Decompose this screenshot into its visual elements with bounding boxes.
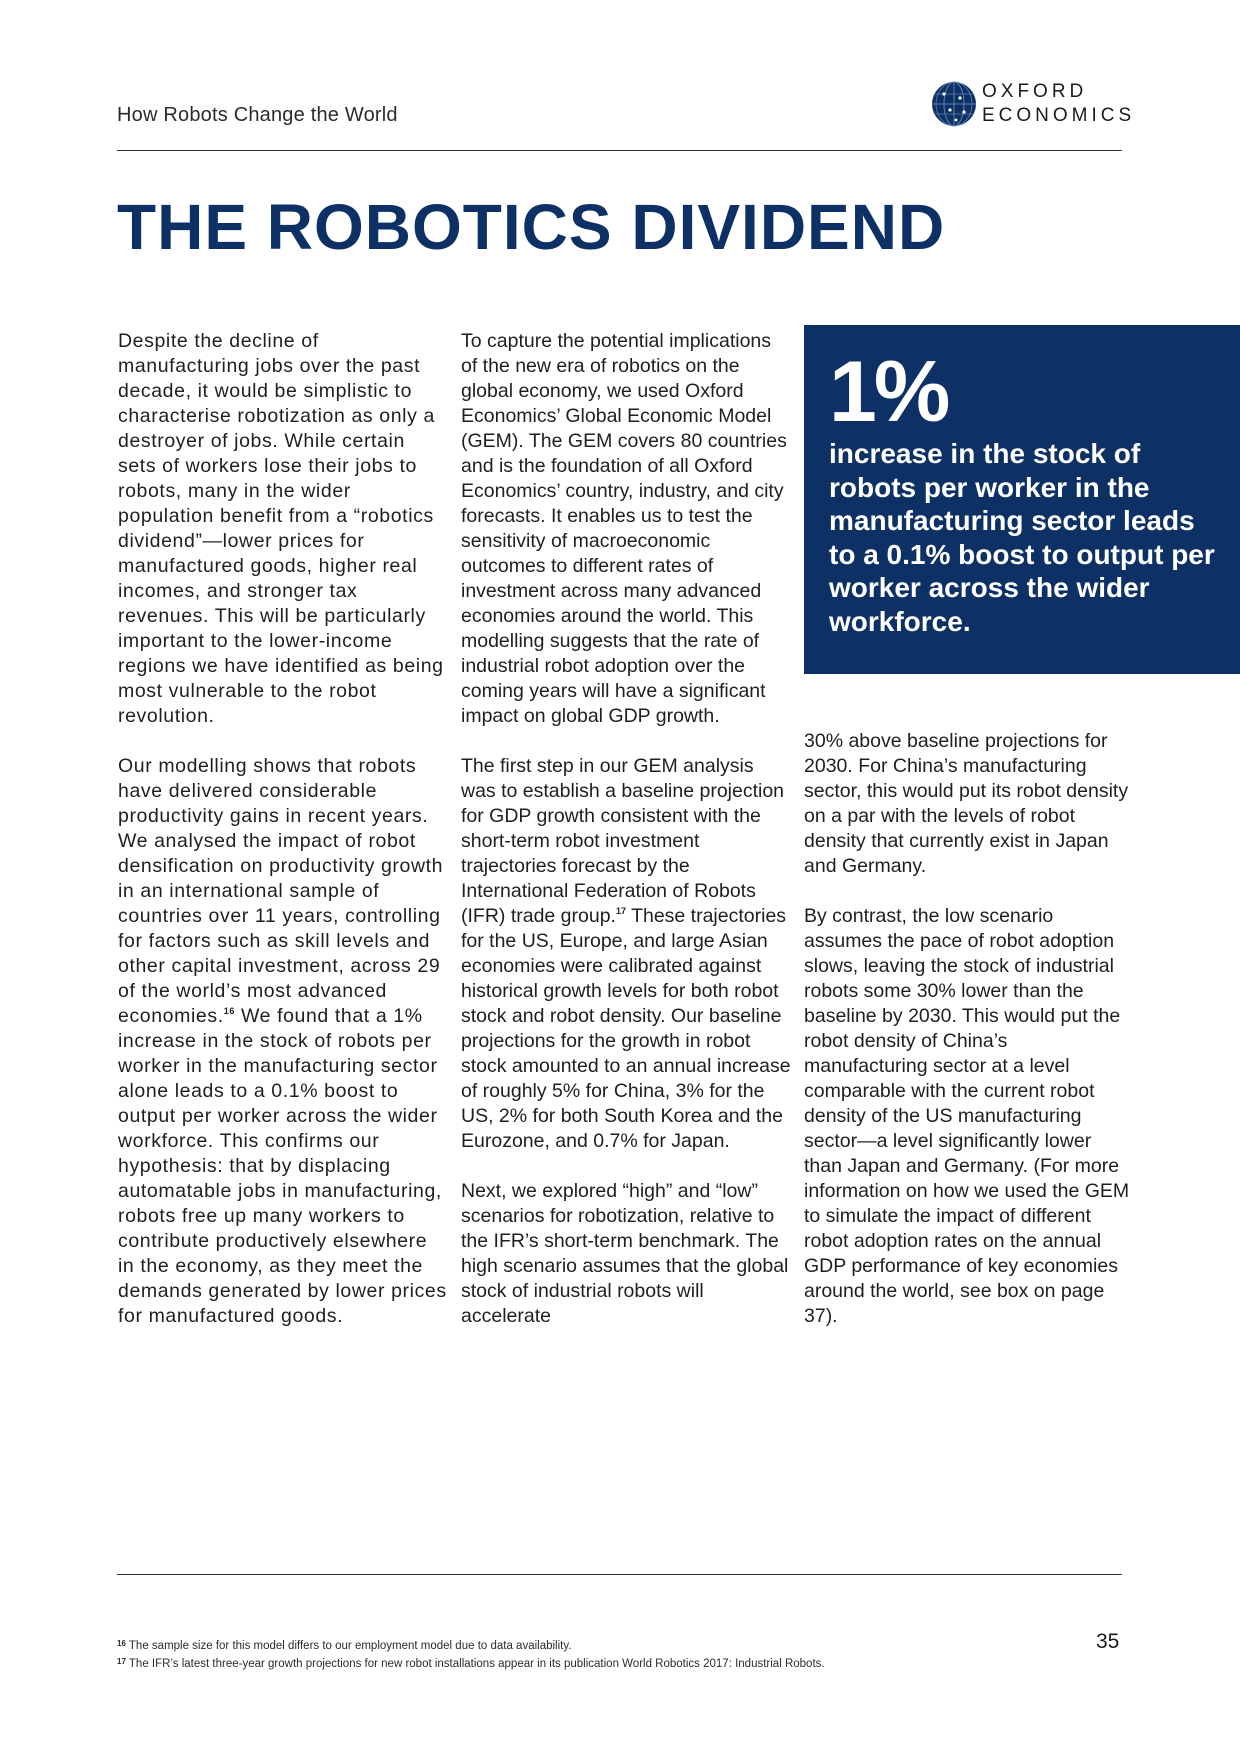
footer-divider	[117, 1574, 1122, 1575]
paragraph	[118, 754, 448, 1329]
header-divider	[117, 150, 1122, 151]
footnote	[117, 1654, 825, 1672]
callout-figure: 1%	[829, 344, 948, 440]
paragraph-text: We found that a 1% increase in the stock of robots per worker in the manufacturing sector alone leads to a 0.1% boost to output per worker across the wider workforce. This confirms our hypothesis: that by displacing automatable jobs in manufacturing, robots free up many workers to contribute productively elsewhere in the economy, as they meet the demands generated by lower prices for manufactured goods.	[118, 1005, 447, 1327]
paragraph: Next, we explored “high” and “low” scenarios for robotization, relative to the IFR’s short-term benchmark. The high scenario assumes that the global stock of industrial robots will accelerate	[461, 1180, 789, 1327]
logo-line-1: OXFORD	[982, 81, 1088, 102]
logo-line-2: ECONOMICS	[982, 105, 1136, 126]
footnote	[117, 1636, 825, 1654]
globe-logo-icon	[930, 80, 978, 128]
paragraph-text: The first step in our GEM analysis was to establish a baseline projection for GDP growth consistent with the short-term robot investment trajectories forecast by the International Federation of Robots (IFR) trade group.	[461, 755, 785, 927]
paragraph: To capture the potential implications of the new era of robotics on the global economy, we used Oxford Economics’ Global Economic Model (GEM). The GEM covers 80 countries and is the foundation of all Oxford Economics’ country, industry, and city forecasts. It enables us to test the sensitivity of macroeconomic outcomes to different rates of investment across many advanced economies around the world. This modelling suggests that the rate of industrial robot adoption over the coming years will have a significant impact on global GDP growth.	[461, 330, 787, 727]
logo-wordmark	[982, 80, 1135, 128]
paragraph-text: These trajectories for the US, Europe, and large Asian economies were calibrated against historical growth levels for both robot stock and robot density. Our baseline projections for the growth in robot stock amounted to an annual increase of roughly 5% for China, 3% for the US, 2% for both South Korea and the Eurozone, and 0.7% for Japan.	[461, 905, 791, 1152]
paragraph: Despite the decline of manufacturing jobs over the past decade, it would be simplistic to characterise robotization as only a destroyer of jobs. While certain sets of workers lose their jobs to robots, many in the wider population benefit from a “robotics dividend”—lower prices for manufactured goods, higher real incomes, and stronger tax revenues. This will be particularly important to the lower-income regions we have identified as being most vulnerable to the robot revolution.	[118, 330, 444, 727]
body-column-1	[118, 329, 448, 1354]
paragraph: 30% above baseline projections for 2030. For China’s manufacturing sector, this would put its robot density on a par with the levels of robot density that currently exist in Japan and Germany.	[804, 730, 1129, 877]
page-title: THE ROBOTICS DIVIDEND	[117, 191, 946, 263]
footnote-mark: 17	[117, 1657, 126, 1666]
body-column-2	[461, 329, 791, 1354]
page-number: 35	[1096, 1630, 1120, 1653]
footnote-reference: 17	[615, 906, 626, 916]
footnotes	[117, 1636, 825, 1672]
footnote-text: The IFR’s latest three-year growth projections for new robot installations appear in its publication World Robotics 2017: Industrial Robots.	[128, 1658, 825, 1670]
oxford-economics-logo	[930, 80, 1136, 130]
footnote-mark: 16	[117, 1639, 126, 1648]
footnote-text: The sample size for this model differs to our employment model due to data availability.	[128, 1640, 572, 1652]
paragraph: By contrast, the low scenario assumes the pace of robot adoption slows, leaving the stock of industrial robots some 30% lower than the baseline by 2030. This would put the robot density of China’s manufacturing sector at a level comparable with the current robot density of the US manufacturing sector—a level significantly lower than Japan and Germany. (For more information on how we used the GEM to simulate the impact of different robot adoption rates on the annual GDP performance of key economies around the world, see box on page 37).	[804, 905, 1130, 1327]
running-header-title: How Robots Change the World	[117, 104, 398, 126]
paragraph-text: Our modelling shows that robots have delivered considerable productivity gains in recent years. We analysed the impact of robot densification on productivity growth in an international sample of countries over 11 years, controlling for factors such as skill levels and other capital investment, across 29 of the world’s most advanced economies.	[118, 755, 444, 1027]
callout-text: increase in the stock of robots per worker in the manufacturing sector leads to a 0.1% boost to output per worker across the wider workforce.	[829, 438, 1215, 637]
paragraph	[461, 754, 791, 1154]
body-column-3	[804, 729, 1134, 1354]
stat-callout-box	[804, 325, 1240, 674]
footnote-reference: 16	[223, 1006, 235, 1016]
